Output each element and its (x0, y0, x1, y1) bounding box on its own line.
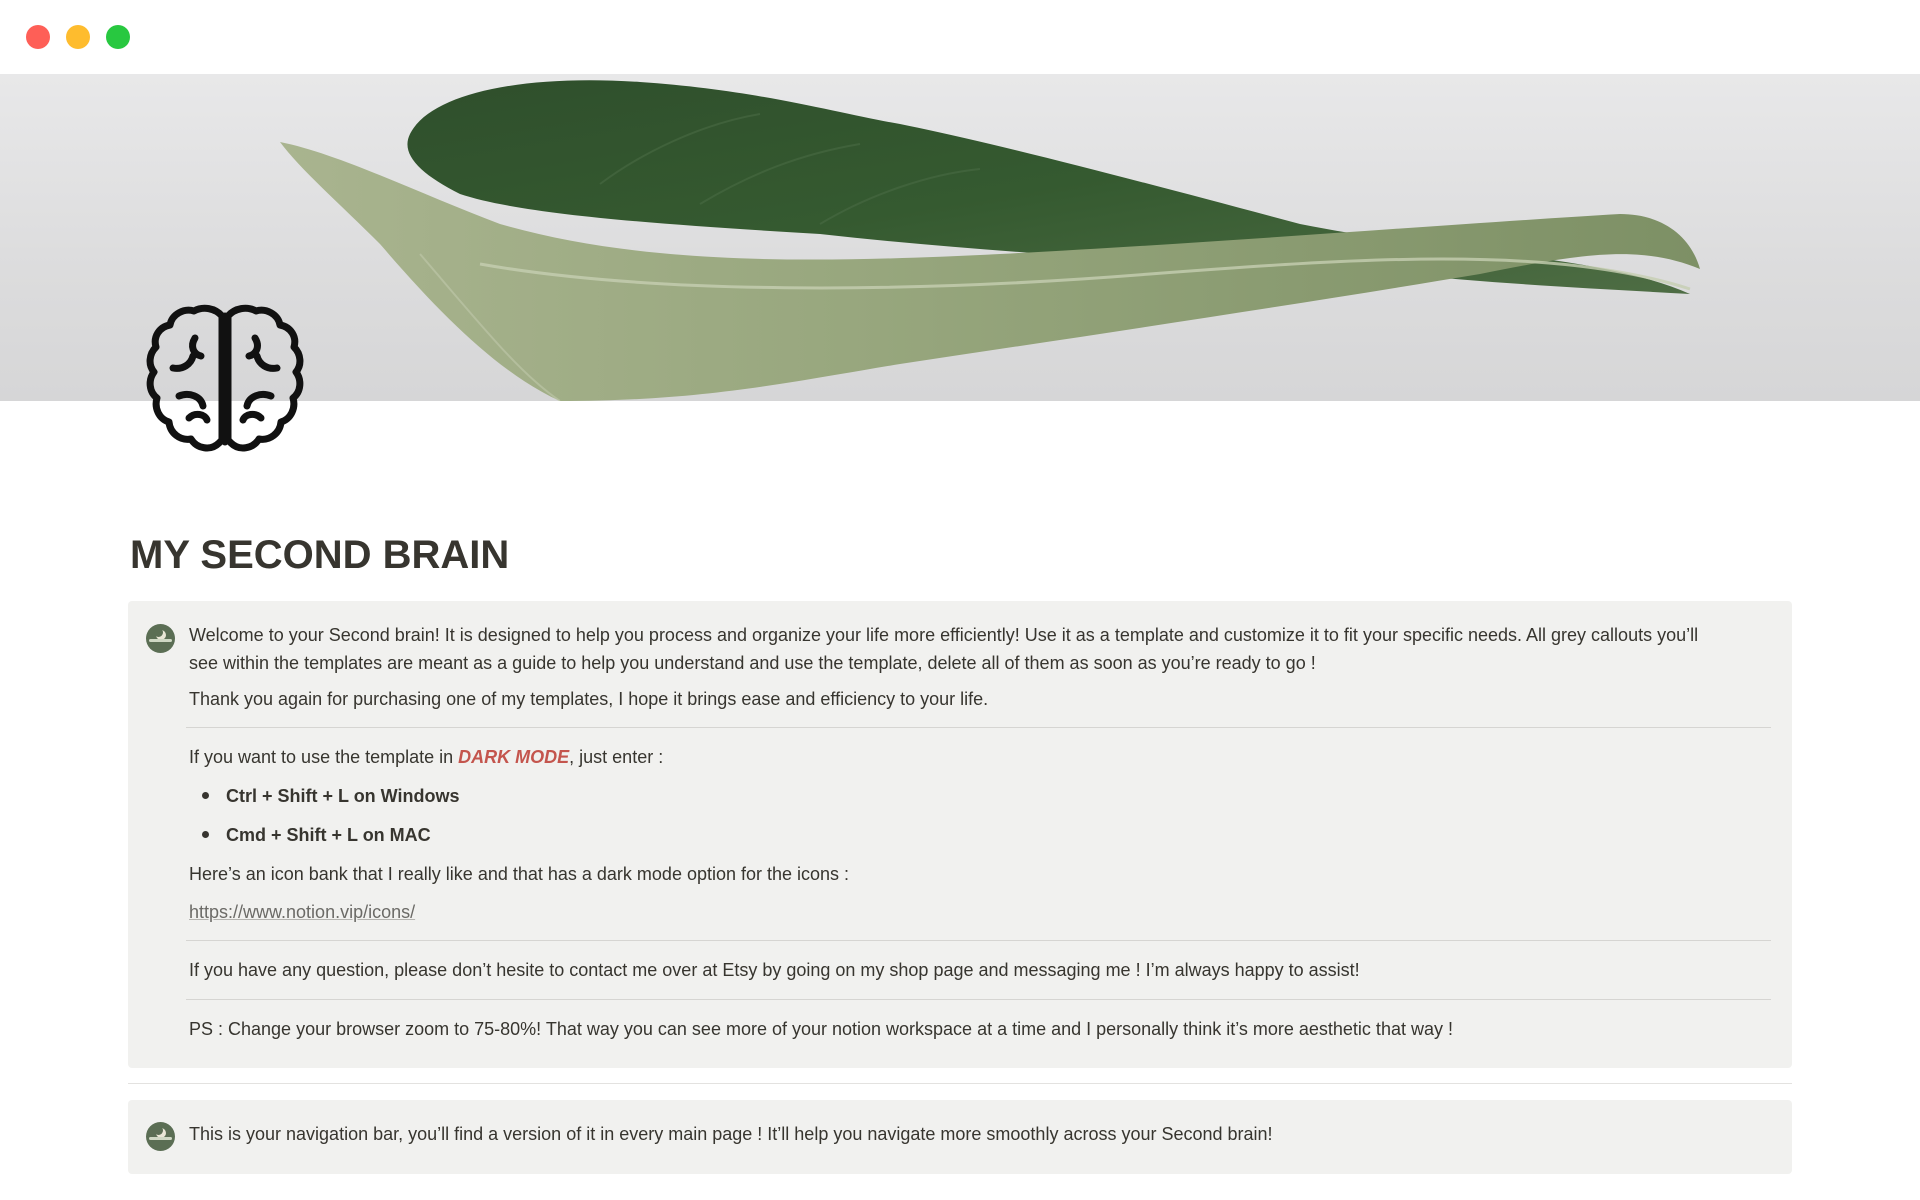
dark-mode-label: DARK MODE (458, 747, 570, 767)
navigation-text[interactable]: This is your navigation bar, you’ll find a version of it in every main page ! It’ll help you navigate more smoothly across your Second brain! (189, 1124, 1273, 1144)
shortcut-mac[interactable]: Cmd + Shift + L on MAC (226, 825, 431, 845)
callout-divider (186, 727, 1771, 728)
dark-mode-suffix: , just enter : (569, 747, 664, 767)
ps-text[interactable]: PS : Change your browser zoom to 75-80%! That way you can see more of your notion workspace at a time and I personally think it’s more aesthetic that way ! (189, 1019, 1453, 1039)
bullet-dot (202, 792, 209, 799)
page-divider (128, 1083, 1792, 1084)
maximize-window-button[interactable] (106, 25, 130, 49)
close-window-button[interactable] (26, 25, 50, 49)
minimize-window-button[interactable] (66, 25, 90, 49)
page-title[interactable]: MY SECOND BRAIN (130, 533, 510, 577)
window-titlebar (0, 0, 1920, 74)
callout-divider (186, 940, 1771, 941)
dark-mode-prefix: If you want to use the template in (189, 747, 459, 767)
callout-divider (186, 999, 1771, 1000)
notion-avatar-icon[interactable] (146, 624, 175, 653)
icon-bank-link[interactable]: https://www.notion.vip/icons/ (189, 902, 416, 922)
thanks-text[interactable]: Thank you again for purchasing one of my templates, I hope it brings ease and efficiency to your life. (189, 689, 989, 709)
dark-mode-text[interactable] (189, 743, 663, 771)
icon-bank-text[interactable]: Here’s an icon bank that I really like and that has a dark mode option for the icons : (189, 864, 850, 884)
contact-text[interactable]: If you have any question, please don’t hesite to contact me over at Etsy by going on my shop page and messaging me ! I’m always happy to assist! (189, 960, 1360, 980)
notion-avatar-icon[interactable] (146, 1122, 175, 1151)
brain-icon[interactable] (145, 302, 305, 474)
brain-icon-svg (145, 302, 305, 474)
welcome-text[interactable]: Welcome to your Second brain! It is designed to help you process and organize your life more efficiently! Use it as a template and customize it to fit your specific needs. All grey callouts you’ll see within the templates are meant as a guide to help you understand and use the template, delete all of them as soon as you’re ready to go ! (189, 625, 1699, 673)
bullet-dot (202, 831, 209, 838)
shortcut-windows[interactable]: Ctrl + Shift + L on Windows (226, 786, 460, 806)
